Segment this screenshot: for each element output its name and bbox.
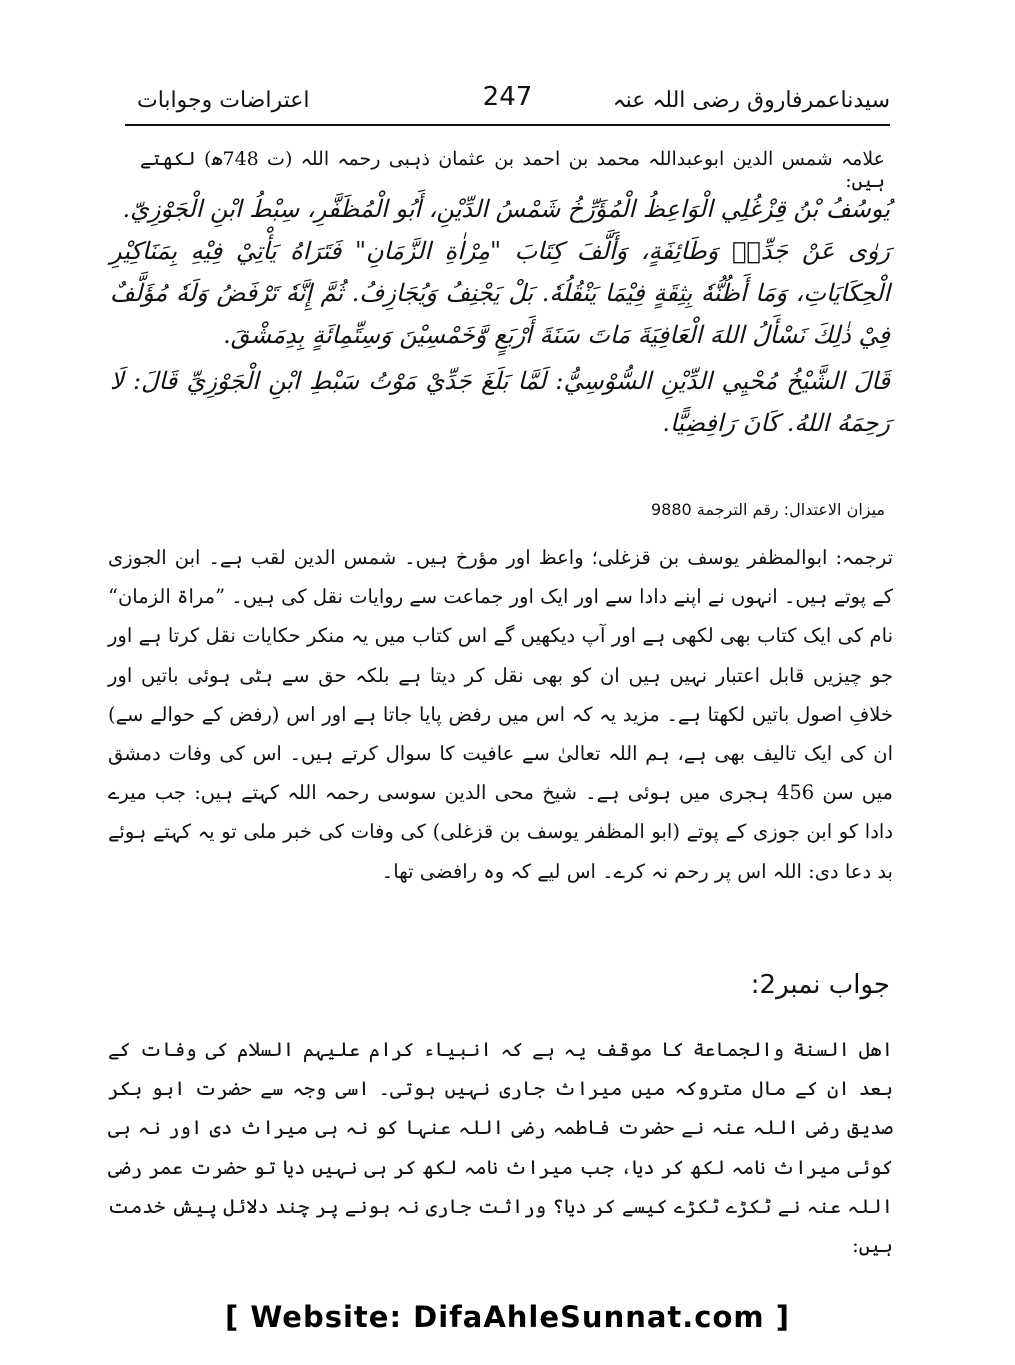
header-divider (125, 124, 890, 126)
intro-line: علامہ شمس الدین ابوعبداللہ محمد بن احمد بن عثمان ذہبی رحمہ اللہ (ت 748ھ) لکھتے ہیں: (140, 148, 885, 192)
source-reference: میزان الاعتدال: رقم الترجمة 9880 (650, 500, 885, 519)
answer-paragraph: اھل السنة والجماعة کا موقف یہ ہے کہ انبیاء کرام علیہم السلام کی وفات کے بعد ان کے مال متروکہ میں میراث جاری نہیں ہوتی۔ اسی وجہ سے حضرت ابو بکر صدیق رضی اللہ عنہ نے حضرت فاطمہ رضی اللہ عنہا کو نہ ہی میراث دی اور نہ ہی کوئی میراث نامہ لکھ کر دیا، جب میراث نامہ لکھ کر ہی نہیں دیا تو حضرت عمر رضی اللہ عنہ نے ٹکڑے ٹکڑے کیسے کر دیا؟ وراثت جاری نہ ہونے پر چند دلائل پیش خدمت ہیں: (108, 1038, 893, 1258)
page-number: 247 (482, 82, 533, 112)
chapter-title: اعتراضات وجوابات (137, 88, 310, 113)
arabic-quote-para2: قَالَ الشَّيْخُ مُحْيِي الدِّيْنِ السُّوْسِيُّ: لَمَّا بَلَغَ جَدِّيْ مَوْتُ سَبْطِ ابْنِ الْجَوْزِيِّ قَالَ: لَا رَحِمَهُ اللهُ. كَانَ رَافِضِيًّا. (110, 367, 890, 437)
arabic-quote-para1: رَوٰى عَنْ جَدِّهٖ وَطَائِفَةٍ، وَأَلَّفَ كِتَابَ "مِرْاٰةِ الزَّمَانِ" فَتَرَاهُ يَأْتِيْ فِيْهِ بِمَنَاكِيْرِ الْحِكَايَاتِ، وَمَا أَظُنُّهٗ بِثِقَةٍ فِيْمَا يَنْقُلُهٗ. بَلْ يَجْنِفُ وَيُجَازِفُ. ثُمَّ إِنَّهٗ تَرْفَضُ وَلَهٗ مُؤَلَّفٌ فِيْ ذٰلِكَ نَسْأَلُ اللهَ الْعَافِيَةَ مَاتَ سَنَةَ أَرْبَعٍ وَّخَمْسِيْنَ وَسِتِّمِائَةٍ بِدِمَشْقَ. (110, 237, 890, 349)
page-header (125, 80, 890, 118)
translation-paragraph: ترجمہ: ابوالمظفر یوسف بن قزغلی؛ واعظ اور مؤرخ ہیں۔ شمس الدین لقب ہے۔ ابن الجوزی کے پوتے ہیں۔ انہوں نے اپنے دادا سے اور ایک اور جماعت سے روایات نقل کی ہیں۔ ”مراۃ الزمان“ نام کی ایک کتاب بھی لکھی ہے اور آپ دیکھیں گے اس کتاب میں یہ منکر حکایات نقل کرتا ہے اور جو چیزیں قابل اعتبار نہیں ہیں ان کو بھی نقل کر دیتا ہے بلکہ حق سے ہٹی ہوئی باتیں اور خلافِ اصول باتیں لکھتا ہے۔ مزید یہ کہ اس میں رفض پایا جاتا ہے اور اس (رفض کے حوالے سے) ان کی ایک تالیف بھی ہے، ہم اللہ تعالیٰ سے عافیت کا سوال کرتے ہیں۔ اس کی وفات دمشق میں سن 456 ہجری میں ہوئی ہے۔ شیخ محی الدین سوسی رحمہ اللہ کہتے ہیں: جب میرے دادا کو ابن جوزی کے پوتے (ابو المظفر یوسف بن قزغلی) کی وفات کی خبر ملی تو یہ کہتے ہوئے بد دعا دی: اللہ اس پر رحم نہ کرے۔ اس لیے کہ وہ رافضی تھا۔ (108, 546, 893, 883)
answer-heading: جواب نمبر2: (750, 970, 890, 1000)
arabic-quote (110, 188, 890, 444)
arabic-quote-line1: يُوسُفُ بْنُ قِزْغُلِي الْوَاعِظُ الْمُؤَرِّخُ شَمْسُ الدِّيْنِ، أَبُو الْمُظَفَّرِ، سِبْطُ ابْنِ الْجَوْزِيّ. (122, 195, 890, 223)
website-footer: [ Website: DifaAhleSunnat.com ] (224, 1300, 790, 1334)
book-title: سیدناعمرفاروق رضی اللہ عنہ (612, 88, 890, 113)
